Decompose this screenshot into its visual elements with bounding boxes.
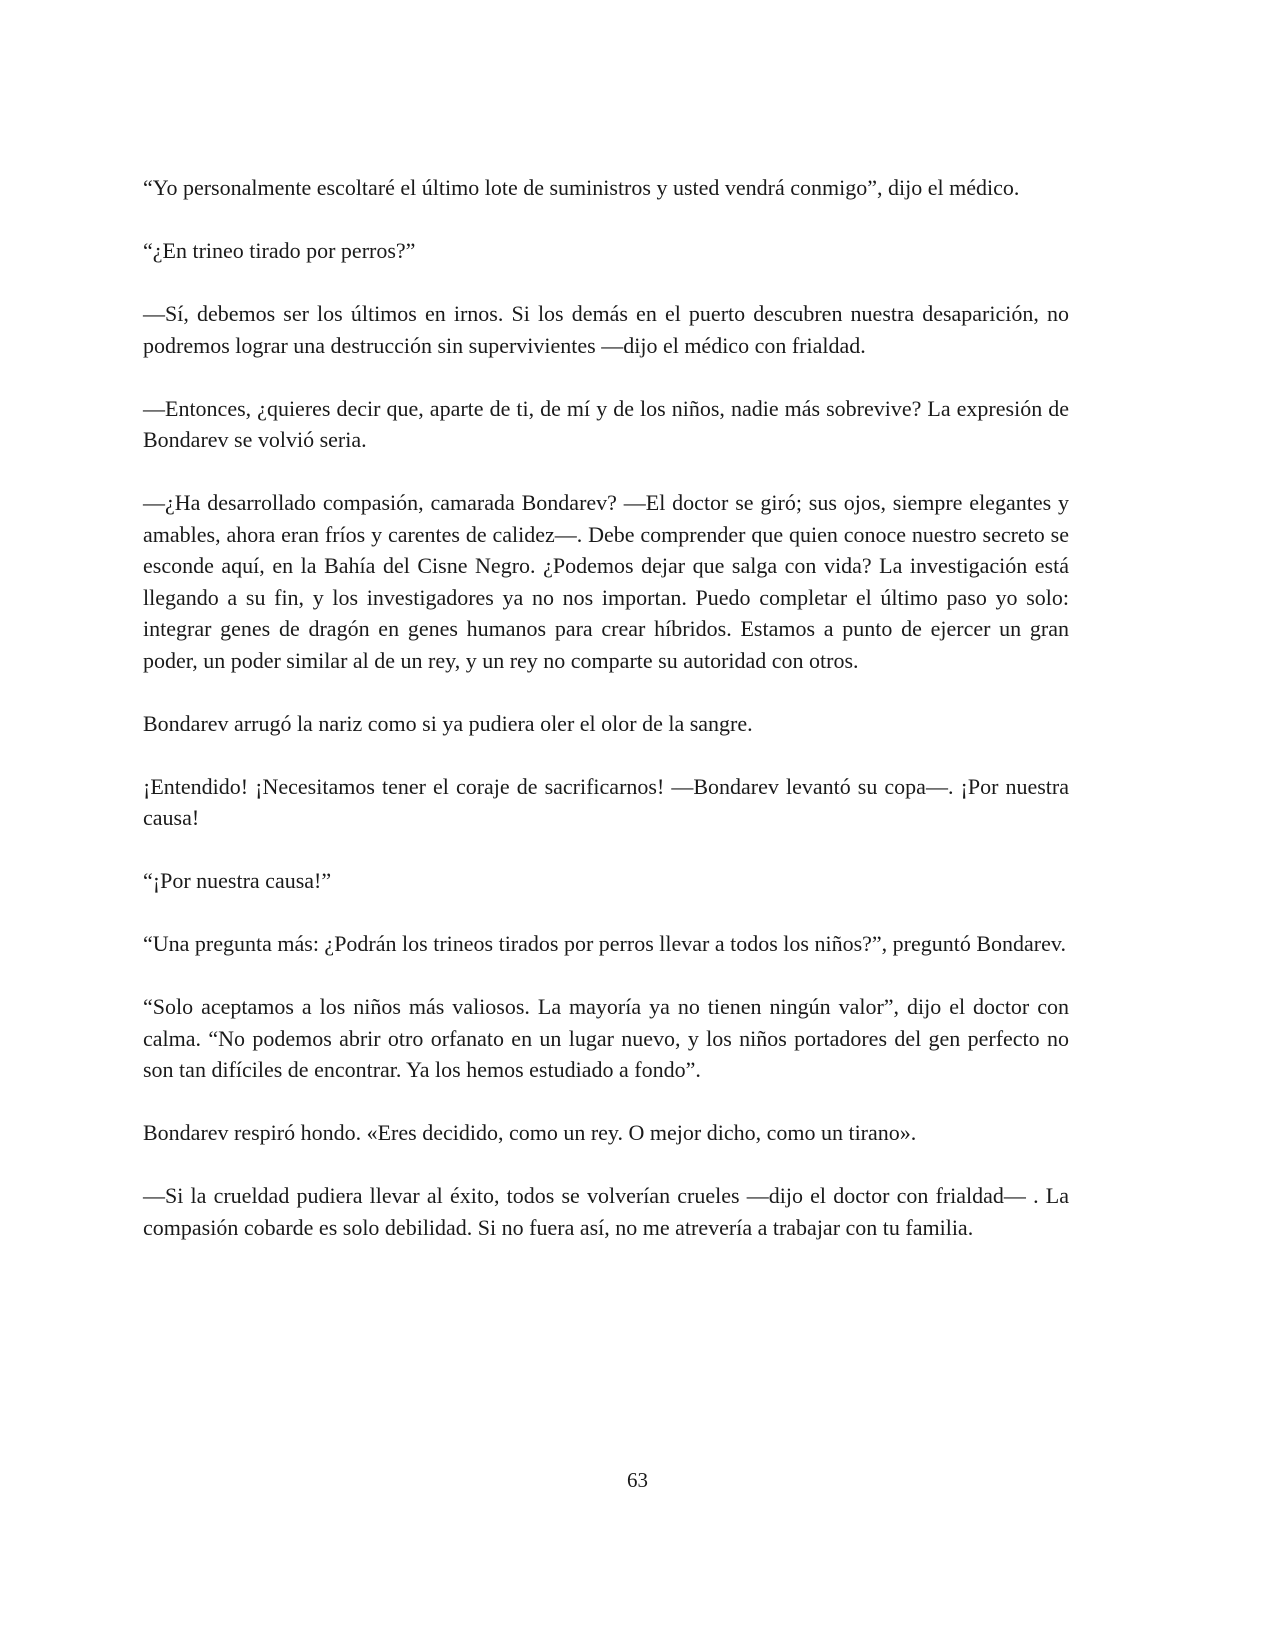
paragraph: “Solo aceptamos a los niños más valiosos. La mayoría ya no tienen ningún valor”, dijo el doctor con calma. “No podemos abrir otro orfanato en un lugar nuevo, y los niños portadores del gen perfecto no son tan difíciles de encontrar. Ya los hemos estudiado a fondo”.: [143, 994, 1069, 1082]
page-number: 63: [627, 1468, 648, 1492]
paragraph: ¡Entendido! ¡Necesitamos tener el coraje de sacrificarnos! —Bondarev levantó su copa—. ¡Por nuestra causa!: [143, 773, 1069, 830]
paragraph: “¿En trineo tirado por perros?”: [143, 238, 416, 263]
paragraph: “Una pregunta más: ¿Podrán los trineos tirados por perros llevar a todos los niños?”, preguntó Bondarev.: [143, 931, 1066, 956]
page-body: [143, 172, 1069, 1275]
paragraph: “¡Por nuestra causa!”: [143, 868, 332, 893]
paragraph: —Si la crueldad pudiera llevar al éxito, todos se volverían crueles —dijo el doctor con frialdad— . La compasión cobarde es solo debilidad. Si no fuera así, no me atrevería a trabajar con tu familia.: [143, 1183, 1069, 1240]
paragraph: Bondarev respiró hondo. «Eres decidido, como un rey. O mejor dicho, como un tirano».: [143, 1120, 917, 1145]
paragraph: Bondarev arrugó la nariz como si ya pudiera oler el olor de la sangre.: [143, 710, 753, 736]
paragraph: “Yo personalmente escoltaré el último lote de suministros y usted vendrá conmigo”, dijo el médico.: [143, 175, 1020, 200]
paragraph: —¿Ha desarrollado compasión, camarada Bondarev? —El doctor se giró; sus ojos, siempre elegantes y amables, ahora eran fríos y carentes de calidez—. Debe comprender que quien conoce nuestro secreto se esconde aquí, en la Bahía del Cisne Negro. ¿Podemos dejar que salga con vida? La investigación está llegando a su fin, y los investigadores ya no nos importan. Puedo completar el último paso yo solo: integrar genes de dragón en genes humanos para crear híbridos. Estamos a punto de ejercer un gran poder, un poder similar al de un rey, y un rey no comparte su autoridad con otros.: [143, 490, 1069, 673]
paragraph: —Sí, debemos ser los últimos en irnos. Si los demás en el puerto descubren nuestra desaparición, no podremos lograr una destrucción sin supervivientes —dijo el médico con frialdad.: [143, 301, 1069, 358]
paragraph: —Entonces, ¿quieres decir que, aparte de ti, de mí y de los niños, nadie más sobrevive? La expresión de Bondarev se volvió seria.: [143, 395, 1069, 452]
